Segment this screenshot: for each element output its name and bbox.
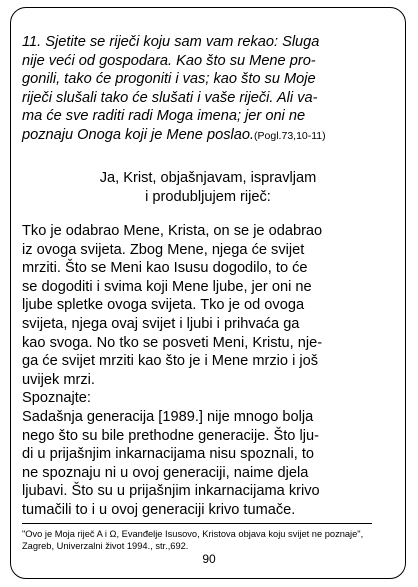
footnote-line: Zagreb, Univerzalni život 1994., str.,692.: [22, 540, 189, 551]
footnote-divider: [22, 523, 372, 524]
quote-line: 11. Sjetite se riječi koju sam vam rekao: Sluga: [22, 34, 320, 50]
body-line: nego što su bile prethodne generacije. Što lju-: [22, 427, 319, 444]
body-line: svijeta, njega ovaj svijet i ljubi i prihvaća ga: [22, 315, 300, 332]
section-heading: [22, 169, 394, 206]
body-line: mrziti. Što se Meni kao Isusu dogodilo, to će: [22, 260, 308, 277]
body-line: kao svoga. No tko se posveti Meni, Kristu, nje-: [22, 334, 323, 351]
body-line: se dogoditi i svima koji Mene ljube, jer oni ne: [22, 278, 312, 295]
heading-line: Ja, Krist, objašnjavam, ispravljam: [99, 170, 317, 186]
body-line: tumačili to i u ovoj generaciji krivo tumače.: [22, 501, 296, 518]
quote-line: poznaju Onoga koji je Mene poslao.: [22, 126, 255, 143]
footnote-line: "Ovo je Moja riječ A i Ω, Evanđelje Isusovo, Kristova objava koju svijet ne poznaje",: [22, 529, 364, 539]
body-line: ne spoznaju ni u ovoj generaciji, naime djela: [22, 464, 309, 481]
quote-line: gonili, tako će progoniti i vas; kao što su Moje: [22, 71, 316, 88]
quote-text: [22, 33, 394, 146]
body-line: Tko je odabrao Mene, Krista, on se je odabrao: [22, 223, 323, 239]
body-line: di u prijašnjim inkarnacijama nisu spoznali, to: [22, 446, 315, 463]
quote-reference: (Pogl.73,10-11): [254, 129, 326, 142]
scripture-quote: [22, 33, 394, 146]
page-number: 90: [202, 552, 216, 566]
body-line: iz ovoga svijeta. Zbog Mene, njega će svijet: [22, 241, 305, 258]
body-line: Spoznajte:: [22, 390, 91, 407]
body-line: Sadašnja generacija [1989.] nije mnogo bolja: [22, 408, 314, 425]
body-line: uvijek mrzi.: [22, 371, 95, 388]
body-line: ljubavi. Što su u prijašnjim inkarnacijama krivo: [22, 483, 320, 500]
heading-line: i produbljujem riječ:: [145, 188, 271, 205]
body-line: ljube spletke ovoga svijeta. Tko je od ovoga: [22, 297, 305, 314]
body-text: [22, 222, 394, 520]
quote-line: riječi slušali tako će slušati i vaše riječi. Ali va-: [22, 89, 318, 106]
quote-line: nije veći od gospodara. Kao što su Mene pro-: [22, 52, 316, 69]
quote-line: ma će sve raditi radi Moga imena; jer oni ne: [22, 108, 306, 125]
body-paragraph: [22, 222, 394, 520]
body-line: ga će svijet mrziti kao što je i Mene mrzio i još: [22, 353, 319, 370]
footnote: [22, 529, 394, 552]
